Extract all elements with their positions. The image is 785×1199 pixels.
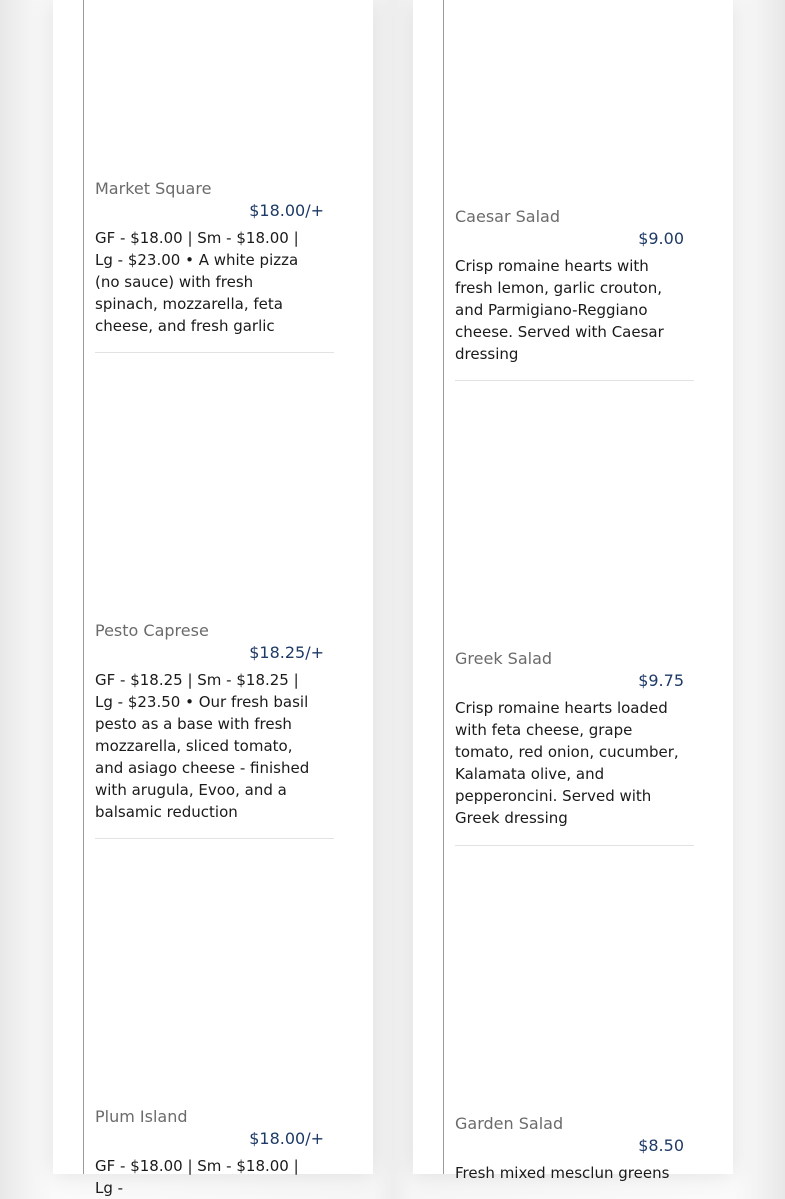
menu-item-name: Garden Salad [455,1114,564,1133]
menu-item-description: GF - $18.25 | Sm - $18.25 | Lg - $23.50 • Our fresh basil pesto as a base with fresh mozzarella, sliced tomato, and asiago cheese - finished with arugula, Evoo, and a balsamic reduction [95,671,310,821]
menu-item-divider [95,352,334,353]
menu-column-pizza [83,0,344,1197]
menu-item-name: Market Square [95,179,212,198]
menu-item-divider [455,845,694,846]
menu-item-name: Caesar Salad [455,207,560,226]
menu-item-description: Crisp romaine hearts with fresh lemon, garlic crouton, and Parmigiano-Reggiano cheese. Served with Caesar dressing [455,257,664,363]
menu-item-price: $9.75 [638,671,684,690]
menu-item-name: Greek Salad [455,649,553,668]
menu-item-divider [455,380,694,381]
menu-item-description: Crisp romaine hearts loaded with feta cheese, grape tomato, red onion, cucumber, Kalamata olive, and pepperoncini. Served with Greek dressing [455,699,679,827]
menu-item-description: GF - $18.00 | Sm - $18.00 | Lg - $23.00 • A white pizza (no sauce) with fresh spinach, mozzarella, feta cheese, and fresh garlic [95,229,299,335]
menu-column-salads [443,0,704,1182]
menu-item-name: Plum Island [95,1107,188,1126]
menu-item-price: $18.25/+ [249,643,324,662]
menu-item-price: $8.50 [638,1136,684,1155]
menu-item-description: Fresh mixed mesclun greens [455,1164,670,1182]
menu-item-price: $18.00/+ [249,1129,324,1148]
menu-item-description: GF - $18.00 | Sm - $18.00 | Lg - [95,1157,299,1197]
menu-item-divider [95,838,334,839]
menu-item-name: Pesto Caprese [95,621,209,640]
menu-item-price: $9.00 [638,229,684,248]
menu-item-price: $18.00/+ [249,201,324,220]
